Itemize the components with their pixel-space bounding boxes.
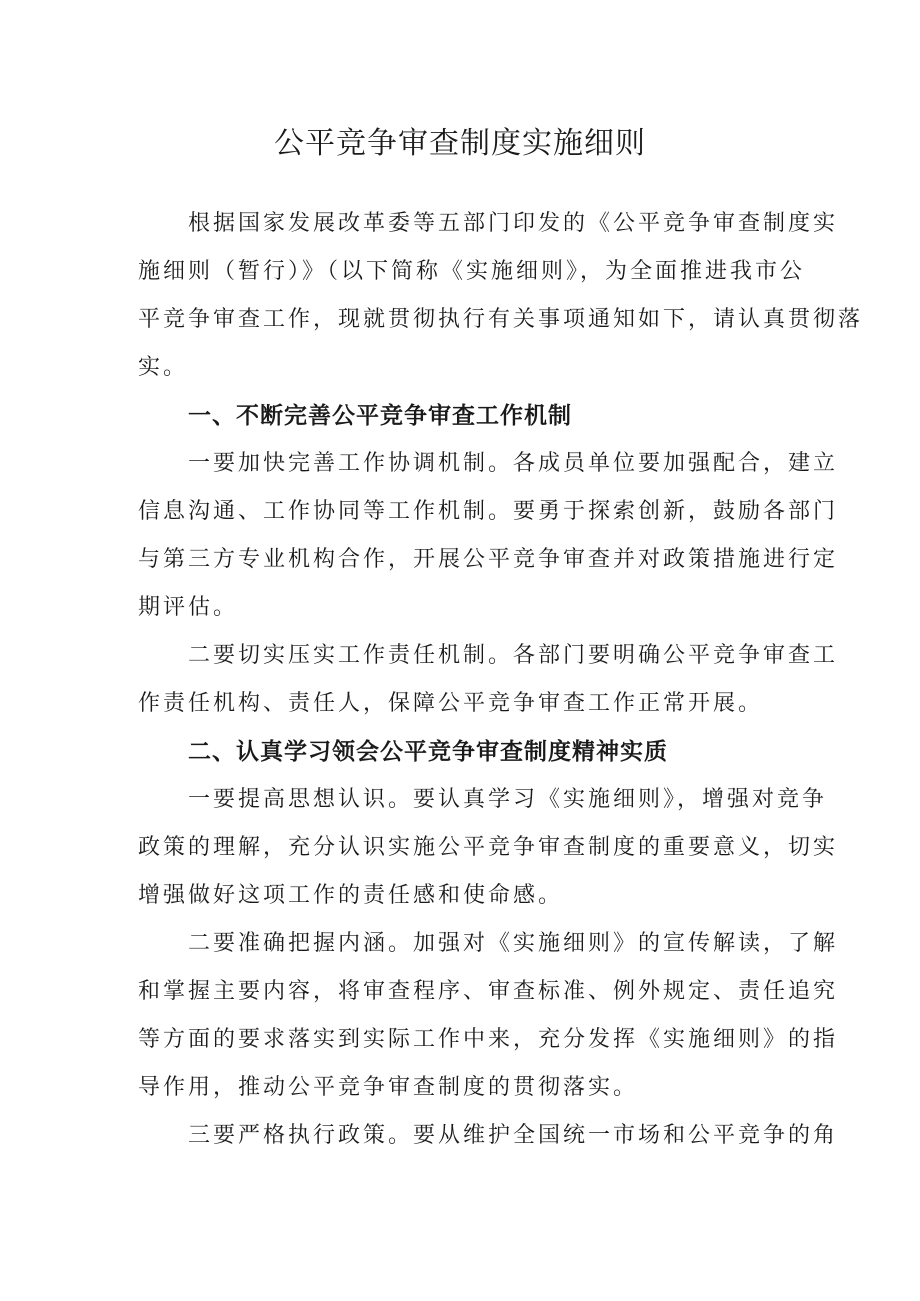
document-title: 公平竞争审查制度实施细则 <box>274 126 646 161</box>
section1-paragraph-1 <box>138 440 839 632</box>
section2-paragraph-2 <box>138 920 839 1112</box>
paragraph-line: 期评估。 <box>138 595 239 620</box>
section2-paragraph-1 <box>138 776 839 920</box>
intro-paragraph <box>138 200 864 392</box>
paragraph-line: 信息沟通、工作协同等工作机制。要勇于探索创新，鼓励各部门 <box>138 499 839 524</box>
paragraph-line: 二要准确把握内涵。加强对《实施细则》的宣传解读，了解 <box>188 931 839 956</box>
paragraph-line: 一要提高思想认识。要认真学习《实施细则》，增强对竞争 <box>188 787 828 812</box>
section-heading-2: 二、认真学习领会公平竞争审查制度精神实质 <box>188 739 668 765</box>
section2-paragraph-3 <box>138 1112 839 1160</box>
paragraph-line: 平竞争审查工作，现就贯彻执行有关事项通知如下，请认真贯彻落 <box>138 307 864 332</box>
paragraph-line: 一要加快完善工作协调机制。各成员单位要加强配合，建立 <box>188 451 839 476</box>
paragraph-line: 三要严格执行政策。要从维护全国统一市场和公平竞争的角 <box>188 1123 839 1148</box>
paragraph-line: 导作用，推动公平竞争审查制度的贯彻落实。 <box>138 1075 639 1100</box>
paragraph-line: 和掌握主要内容，将审查程序、审查标准、例外规定、责任追究 <box>138 979 839 1004</box>
section-heading-1: 一、不断完善公平竞争审查工作机制 <box>188 403 572 429</box>
section1-paragraph-2 <box>138 632 839 728</box>
paragraph-line: 增强做好这项工作的责任感和使命感。 <box>138 883 564 908</box>
paragraph-line: 施细则（暂行）》（以下简称《实施细则》，为全面推进我市公 <box>138 259 806 284</box>
paragraph-line: 政策的理解，充分认识实施公平竞争审查制度的重要意义，切实 <box>138 835 839 860</box>
paragraph-line: 作责任机构、责任人，保障公平竞争审查工作正常开展。 <box>138 691 764 716</box>
paragraph-line: 实。 <box>138 355 189 380</box>
paragraph-line: 等方面的要求落实到实际工作中来，充分发挥《实施细则》的指 <box>138 1027 839 1052</box>
paragraph-line: 根据国家发展改革委等五部门印发的《公平竞争审查制度实 <box>188 211 839 236</box>
paragraph-line: 与第三方专业机构合作，开展公平竞争审查并对政策措施进行定 <box>138 547 839 572</box>
paragraph-line: 二要切实压实工作责任机制。各部门要明确公平竞争审查工 <box>188 643 839 668</box>
